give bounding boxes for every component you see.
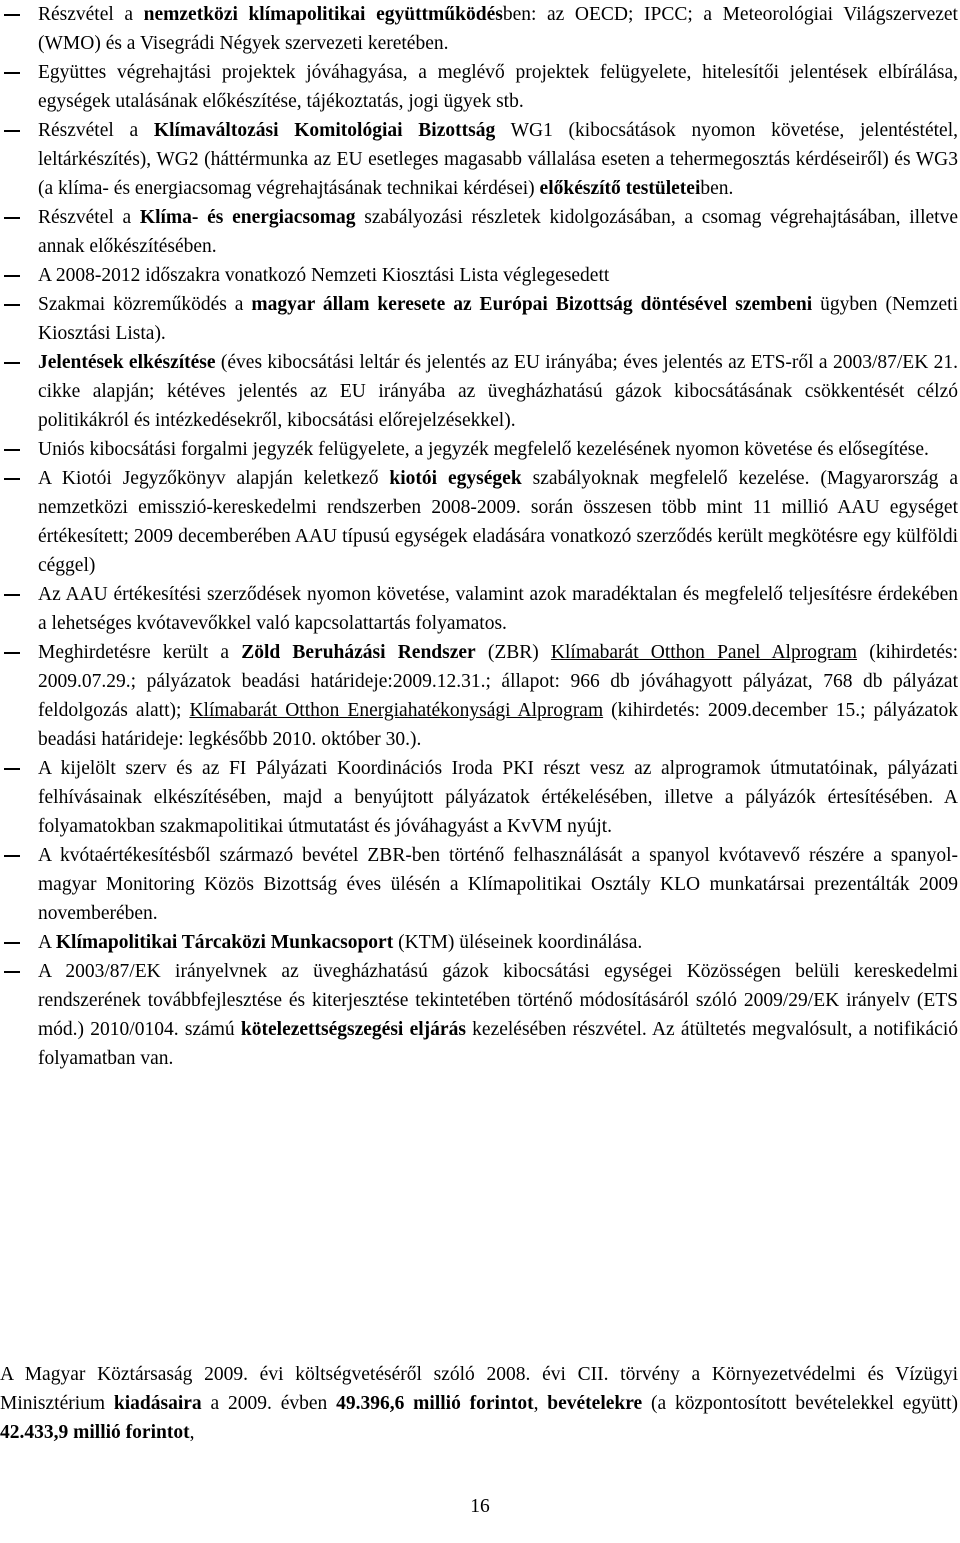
text-run: szabályoknak megfelelő kezelése. (Magyarország a nemzetközi emisszió-kereskedelmi rendszerben 2008-2009. során összesen több mint 11 millió AAU egységet értékesített; 2009 decemberében AAU típusú egységek eladására vonatkozó szerződés került megkötésre egy külföldi céggel) — [38, 468, 959, 576]
text-run: (éves kibocsátási leltár és jelentés az EU irányába; éves jelentés az ETS-ről a 2003/87/EK 21. cikke alapján; kétéves jelentés az EU irányába az üvegházhatású gázok kibocsátásának csökkentését célzó politikákról és intézkedésekről, kibocsátási előrejelzésekkel). — [38, 352, 958, 431]
bullet-item — [0, 754, 958, 841]
dash-bullet-icon — [4, 971, 20, 973]
bullet-text — [38, 932, 642, 953]
bold-text: Klímaváltozási Komitológiai Bizottság — [153, 120, 496, 141]
bullet-item — [0, 957, 958, 1073]
bullet-text — [38, 439, 929, 460]
text-run: A 2003/87/EK irányelvnek az üvegházhatású gázok kibocsátási egységei Közösségen belüli kereskedelmi rendszerének továbbfejlesztése és kiterjesztése tekintetében történő módosításáról szóló 2009/29/EK irányelv (ETS mód.) 2010/0104. számú — [38, 961, 958, 1040]
text-run: (a központosított bevételekkel együtt) — [642, 1393, 958, 1414]
dash-bullet-icon — [4, 768, 20, 770]
text-run: WG1 (kibocsátások nyomon követése, jelentéstétel, leltárkészítés), WG2 (háttérmunka az EU esetleges magasabb vállalása eseten a tehermegosztás kérdéseiről) és WG3 (a klíma- és energiacsomag végrehajtásának technikai kérdései) — [38, 120, 958, 199]
text-run: (ZBR) — [475, 642, 551, 663]
bullet-item — [0, 638, 958, 754]
bullet-text — [38, 4, 958, 54]
text-run: A 2008-2012 időszakra vonatkozó Nemzeti Kiosztási Lista véglegesedett — [38, 265, 610, 286]
bullet-item — [0, 464, 958, 580]
text-run: (kihirdetés: 2009.december 15.; pályázatok beadási határideje: legkésőbb 2010. október 30.). — [38, 700, 959, 750]
bold-text: bevételekre — [547, 1393, 643, 1414]
bullet-item — [0, 290, 958, 348]
text-run: a 2009. évben — [201, 1393, 337, 1414]
bullet-item — [0, 580, 958, 638]
text-run: kezelésében részvétel. Az átültetés megvalósult, a notifikáció folyamatban van. — [38, 1019, 958, 1069]
dash-bullet-icon — [4, 942, 20, 944]
dash-bullet-icon — [4, 362, 20, 364]
bullet-text — [38, 207, 958, 257]
underlined-text: Klímabarát Otthon Energiahatékonysági Alprogram — [189, 700, 604, 721]
text-run: ügyben (Nemzeti Kiosztási Lista). — [38, 294, 959, 344]
bullet-item — [0, 261, 958, 290]
bold-text: Klíma- és energiacsomag — [139, 207, 356, 228]
bold-text: 42.433,9 millió forintot — [0, 1422, 190, 1443]
dash-bullet-icon — [4, 652, 20, 654]
bold-text: Klímapolitikai Tárcaközi Munkacsoport — [55, 932, 394, 953]
text-run: Szakmai közreműködés a — [38, 294, 252, 315]
dash-bullet-icon — [4, 275, 20, 277]
bullet-text — [38, 642, 958, 750]
bullet-text — [38, 758, 958, 837]
bullet-text — [38, 265, 609, 286]
text-run: A Magyar Köztársaság 2009. évi költségvetéséről szóló 2008. évi CII. törvény a Környezetvédelmi és Vízügyi Minisztérium — [0, 1364, 958, 1414]
text-run: Az AAU értékesítési szerződések nyomon követése, valamint azok maradéktalan és megfelelő teljesítésre érdekében a lehetséges kvótavevőkkel való kapcsolattartás folyamatos. — [38, 584, 958, 634]
bold-text: kiadásaira — [113, 1393, 202, 1414]
bullet-text — [38, 120, 958, 199]
text-run: A kijelölt szerv és az FI Pályázati Koordinációs Iroda PKI részt vesz az alprogramok útmutatóinak, pályázati felhívásainak elkészítésében, majd a benyújtott pályázatok értékelésében, illetve a pályázók értesítésében. A folyamatokban szakmapolitikai útmutatást és jóváhagyást a KvVM nyújt. — [38, 758, 958, 837]
bullet-item — [0, 841, 958, 928]
text-run: (kihirdetés: 2009.07.29.; pályázatok beadási határideje:2009.12.31.; állapot: 966 db jóváhagyott pályázat, 768 db pályázat feldolgozás alatt); — [38, 642, 959, 721]
bold-text: előkészítő testületei — [539, 178, 701, 199]
text-run: (KTM) üléseinek koordinálása. — [393, 932, 643, 953]
text-run: , — [189, 1422, 195, 1443]
text-run: Részvétel a — [38, 4, 144, 25]
bullet-text — [38, 584, 958, 634]
bullet-text — [38, 352, 958, 431]
bold-text: 49.396,6 millió forintot — [336, 1393, 534, 1414]
dash-bullet-icon — [4, 449, 20, 451]
bullet-text — [38, 62, 958, 112]
dash-bullet-icon — [4, 478, 20, 480]
dash-bullet-icon — [4, 594, 20, 596]
dash-bullet-icon — [4, 14, 20, 16]
text-run: A Kiotói Jegyzőkönyv alapján keletkező — [38, 468, 390, 489]
text-run: A — [38, 932, 56, 953]
dash-bullet-icon — [4, 217, 20, 219]
dash-bullet-icon — [4, 130, 20, 132]
text-run: Uniós kibocsátási forgalmi jegyzék felügyelete, a jegyzék megfelelő kezelésének nyomon követése és elősegítése. — [38, 439, 929, 460]
dash-bullet-icon — [4, 855, 20, 857]
bullet-item — [0, 348, 958, 435]
bold-text: Jelentések elkészítése — [38, 352, 216, 373]
underlined-text: Klímabarát Otthon Panel Alprogram — [550, 642, 858, 663]
text-run: Meghirdetésre került a — [38, 642, 242, 663]
text-run: Részvétel a — [38, 120, 154, 141]
text-run: szabályozási részletek kidolgozásában, a csomag végrehajtásában, illetve annak előkészítésében. — [38, 207, 958, 257]
bullet-text — [38, 468, 958, 576]
bullet-text — [38, 961, 958, 1069]
bullet-item — [0, 116, 958, 203]
bold-text: nemzetközi klímapolitikai együttműködés — [143, 4, 503, 25]
text-run: Részvétel a — [38, 207, 140, 228]
bold-text: magyar állam keresete az Európai Bizottság döntésével szembeni — [251, 294, 813, 315]
bullet-item — [0, 0, 958, 58]
dash-bullet-icon — [4, 72, 20, 74]
bullet-item — [0, 203, 958, 261]
bullet-text — [38, 845, 958, 924]
bullet-item — [0, 928, 958, 957]
text-run: Együttes végrehajtási projektek jóváhagyása, a meglévő projektek felügyelete, hitelesítői jelentések elbírálása, egységek utalásának előkészítése, tájékoztatás, jogi ügyek stb. — [38, 62, 958, 112]
text-run: A kvótaértékesítésből származó bevétel ZBR-ben történő felhasználását a spanyol kvótavevő részére a spanyol-magyar Monitoring Közös Bizottság éves ülésén a Klímapolitikai Osztály KLO munkatársai prezentálták 2009 novemberében. — [38, 845, 958, 924]
text-run: , — [533, 1393, 548, 1414]
bullet-text — [38, 294, 958, 344]
bullet-item — [0, 58, 958, 116]
closing-paragraph — [0, 1360, 958, 1447]
page-number: 16 — [470, 1496, 490, 1517]
text-run: ben: az OECD; IPCC; a Meteorológiai Világszervezet (WMO) és a Visegrádi Négyek szervezeti keretében. — [38, 4, 958, 54]
bold-text: kiotói egységek — [389, 468, 522, 489]
dash-bullet-icon — [4, 304, 20, 306]
bullet-item — [0, 435, 958, 464]
text-run: ben. — [700, 178, 734, 199]
bold-text: Zöld Beruházási Rendszer — [241, 642, 476, 663]
bold-text: kötelezettségszegési eljárás — [240, 1019, 466, 1040]
